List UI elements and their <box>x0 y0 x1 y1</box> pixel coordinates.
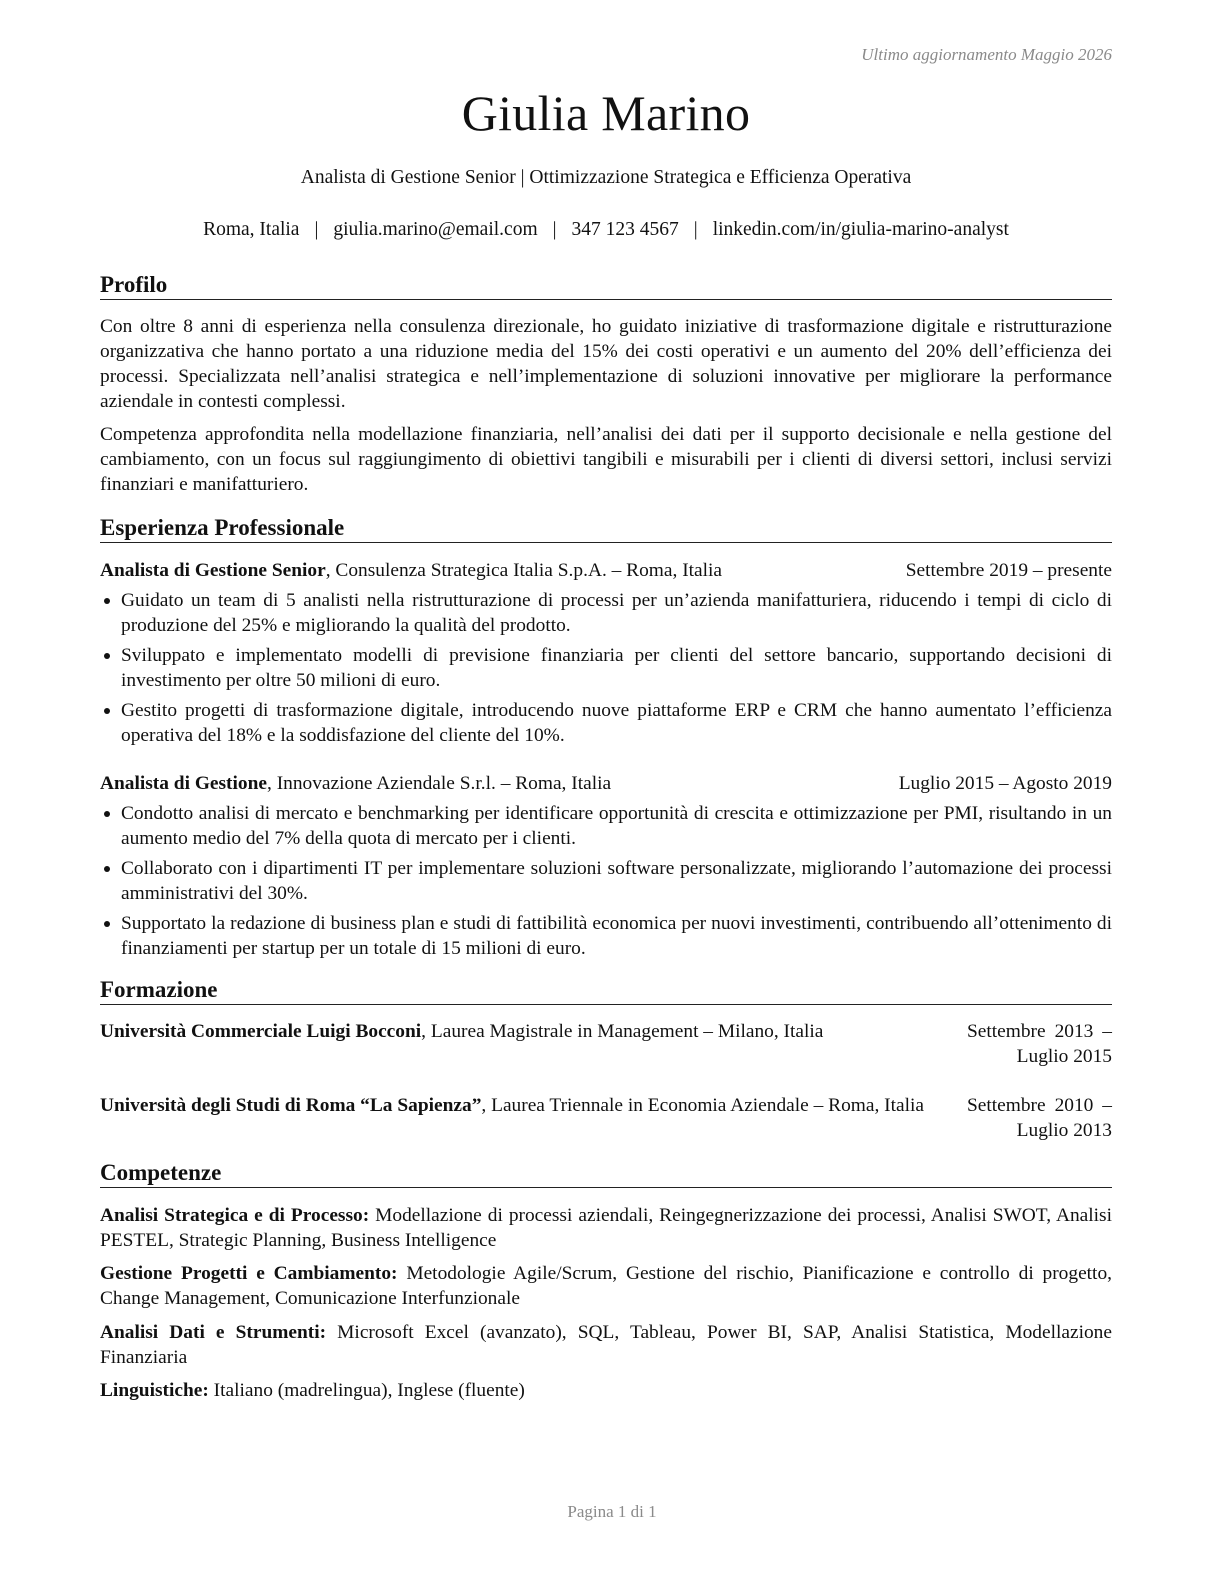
job-role: Analista di Gestione Senior <box>100 560 326 581</box>
education-entry <box>100 1019 1112 1067</box>
section-title-profile: Profilo <box>100 271 1112 300</box>
list-item: Collaborato con i dipartimenti IT per implementare soluzioni software personalizzate, migliorando l’automazione dei processi amministrativi del 30%. <box>100 856 1112 906</box>
skill-label: Gestione Progetti e Cambiamento: <box>100 1263 398 1284</box>
candidate-name: Giulia Marino <box>461 85 751 141</box>
job-dates: Luglio 2015 – Agosto 2019 <box>898 773 1112 794</box>
section-title-experience: Esperienza Professionale <box>100 514 1112 543</box>
job-header <box>100 771 1112 796</box>
list-item: Condotto analisi di mercato e benchmarking per identificare opportunità di crescita e ottimizzazione per PMI, risultando in un aumento medio del 7% della quota di mercato per i clienti. <box>100 801 1112 851</box>
list-item: Gestito progetti di trasformazione digitale, introducendo nuove piattaforme ERP e CRM che hanno aumentato l’efficienza operativa del 18% e la soddisfazione del cliente del 10%. <box>100 698 1112 748</box>
skill-label: Analisi Dati e Strumenti: <box>100 1322 327 1343</box>
skill-row <box>100 1378 1112 1403</box>
list-item: Guidato un team di 5 analisti nella ristrutturazione di processi per un’azienda manifatturiera, riducendo i tempi di ciclo di produzione del 25% e migliorando la qualità del prodotto. <box>100 588 1112 638</box>
section-title-skills: Competenze <box>100 1159 1112 1188</box>
contact-separator: | <box>314 219 319 240</box>
profile-paragraph: Competenza approfondita nella modellazione finanziaria, nell’analisi dei dati per il supporto decisionale e nella gestione del cambiamento, con un focus sul raggiungimento di obiettivi tangibili e misurabili per i clienti di diversi settori, inclusi servizi finanziari e manifatturiero. <box>100 424 1112 495</box>
profile-text <box>100 314 1112 505</box>
skill-row <box>100 1203 1112 1253</box>
profile-paragraph: Con oltre 8 anni di esperienza nella consulenza direzionale, ho guidato iniziative di trasformazione digitale e ristrutturazione organizzativa che hanno portato a una riduzione media del 15% dei costi operativi e un aumento del 20% dell’efficienza dei processi. Specializzata nell’analisi strategica e nell’implementazione di soluzioni innovative per migliorare la performance aziendale in contesti complessi. <box>100 316 1112 412</box>
education-detail: , Laurea Magistrale in Management – Milano, Italia <box>421 1021 824 1042</box>
education-school: Università degli Studi di Roma “La Sapienza” <box>100 1095 482 1116</box>
skill-row <box>100 1320 1112 1370</box>
skill-value: Metodologie Agile/Scrum, Gestione del rischio, Pianificazione e controllo di progetto, Change Management, Comunicazione Interfunzionale <box>100 1263 1112 1309</box>
list-item: Supportato la redazione di business plan e studi di fattibilità economica per nuovi investimenti, contribuendo all’ottenimento di finanziamenti per startup per un totale di 15 milioni di euro. <box>100 911 1112 961</box>
education-dates: Settembre 2010 – Luglio 2013 <box>967 1095 1112 1141</box>
job-bullets <box>100 588 1112 753</box>
job-dates: Settembre 2019 – presente <box>905 560 1112 581</box>
contact-email[interactable]: giulia.marino@email.com <box>333 219 538 240</box>
job-header <box>100 558 1112 583</box>
resume-page <box>100 0 1112 1584</box>
page-number: Pagina 1 di 1 <box>567 1502 657 1521</box>
job-company: , Innovazione Aziendale S.r.l. – Roma, Italia <box>267 773 612 794</box>
skill-row <box>100 1261 1112 1311</box>
education-entry <box>100 1093 1112 1141</box>
job-company: , Consulenza Strategica Italia S.p.A. – Roma, Italia <box>325 560 723 581</box>
education-dates: Settembre 2013 – Luglio 2015 <box>967 1021 1112 1067</box>
skill-label: Linguistiche: <box>100 1380 209 1401</box>
contact-line <box>100 219 1112 241</box>
education-detail: , Laurea Triennale in Economia Aziendale – Roma, Italia <box>481 1095 925 1116</box>
job-role: Analista di Gestione <box>100 773 267 794</box>
contact-separator: | <box>693 219 698 240</box>
skill-label: Analisi Strategica e di Processo: <box>100 1205 370 1226</box>
contact-location: Roma, Italia <box>203 219 300 240</box>
section-title-education: Formazione <box>100 976 1112 1005</box>
skill-value: Modellazione di processi aziendali, Reingegnerizzazione dei processi, Analisi SWOT, Analisi PESTEL, Strategic Planning, Business Intelligence <box>100 1205 1112 1251</box>
last-updated: Ultimo aggiornamento Maggio 2026 <box>861 45 1112 64</box>
contact-phone: 347 123 4567 <box>571 219 679 240</box>
job-bullets <box>100 801 1112 966</box>
tagline: Analista di Gestione Senior | Ottimizzazione Strategica e Efficienza Operativa <box>300 167 912 188</box>
skill-value: Italiano (madrelingua), Inglese (fluente) <box>208 1380 525 1401</box>
contact-separator: | <box>552 219 557 240</box>
contact-linkedin[interactable]: linkedin.com/in/giulia-marino-analyst <box>712 219 1009 240</box>
skill-value: Microsoft Excel (avanzato), SQL, Tableau, Power BI, SAP, Analisi Statistica, Modellazione Finanziaria <box>100 1322 1112 1368</box>
list-item: Sviluppato e implementato modelli di previsione finanziaria per clienti del settore bancario, supportando decisioni di investimento per oltre 50 milioni di euro. <box>100 643 1112 693</box>
education-school: Università Commerciale Luigi Bocconi <box>100 1021 422 1042</box>
